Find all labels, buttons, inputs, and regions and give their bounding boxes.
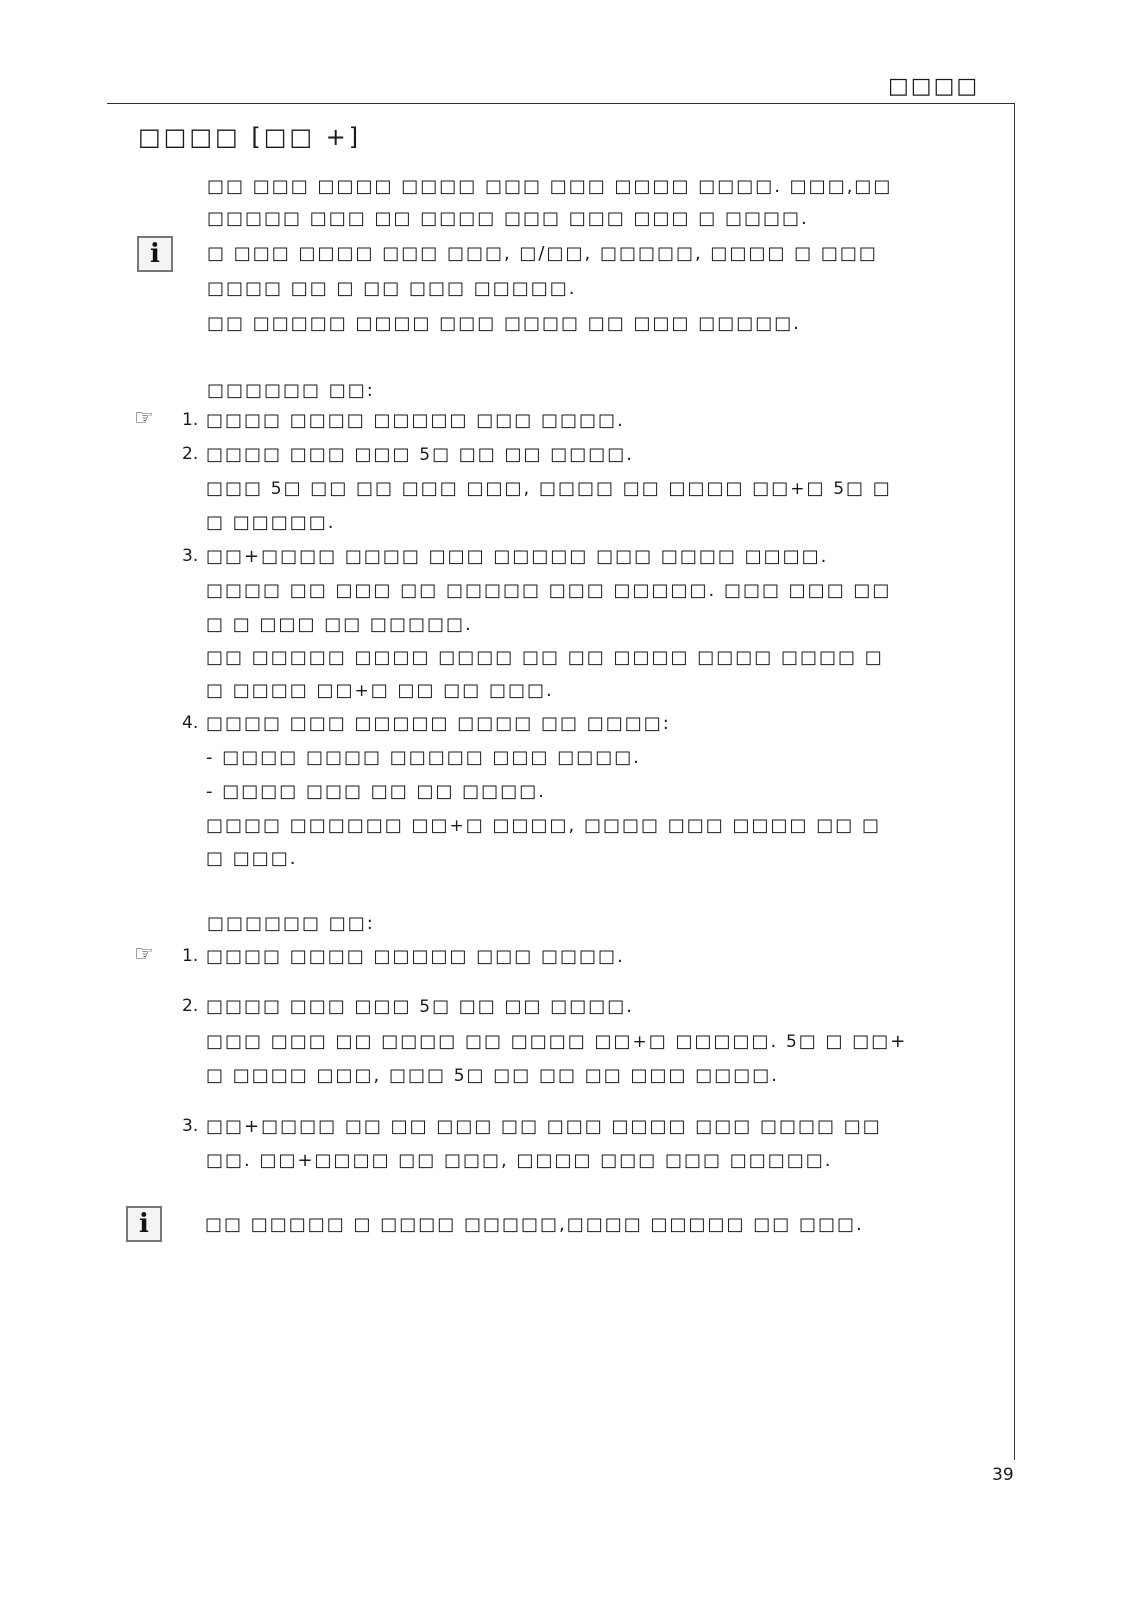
info-line-2: □□□□□ □□□ □□ □□□□ □□□ □□□ □□□ □ □□□□. — [207, 208, 809, 229]
section1-step2-number: 2. — [182, 444, 199, 464]
section2-heading: □□□□□□ □□: — [207, 913, 375, 934]
s1-step2-n: 5 — [419, 445, 433, 465]
section1-step4-bullet1: - □□□□ □□□□ □□□□□ □□□ □□□□. — [206, 747, 641, 768]
s1-step4-l4plus: + — [449, 816, 466, 836]
info-line-4: □□□□ □□ □ □□ □□□ □□□□□. — [207, 278, 577, 299]
info-line-3: □ □□□ □□□□ □□□ □□□, □/□□, □□□□□, □□□□ □ □□□ — [207, 243, 878, 264]
s2-step2-l2b: □ □□□□□. — [648, 1031, 786, 1052]
info-line-5: □□ □□□□□ □□□□ □□□ □□□□ □□ □□□ □□□□□. — [207, 313, 801, 334]
s2-step2-l3a: □ □□□□ □□□, □□□ — [206, 1065, 454, 1086]
section2-step2-line3 — [206, 1065, 779, 1087]
s1-step2-l2b: □ □□ □□ □□□ □□□, □□□□ □□ □□□□ □□ — [283, 478, 791, 499]
s2-step2-l2n: 5 — [785, 1032, 799, 1052]
info-icon-2: i — [126, 1206, 162, 1242]
header-rule — [107, 103, 1015, 104]
header-section-label: □□□□ — [888, 74, 980, 99]
s1-step2-l2plus: + — [790, 479, 807, 499]
pointing-hand-icon: ☞ — [134, 406, 154, 431]
section2-step3-number: 3. — [182, 1116, 199, 1136]
section1-step4-line5: □ □□□. — [206, 848, 298, 869]
info-line-1: □□ □□□ □□□□ □□□□ □□□ □□□ □□□□ □□□□. □□□,□□ — [207, 176, 893, 197]
section1-step4-text: □□□□ □□□ □□□□□ □□□□ □□ □□□□: — [206, 713, 671, 734]
section2-step2-number: 2. — [182, 996, 199, 1016]
section2-step2-text — [206, 996, 634, 1018]
section1-step3-number: 3. — [182, 546, 199, 566]
section1-step3-line2: □□□□ □□ □□□ □□ □□□□□ □□□ □□□□□. □□□ □□□ □□ — [206, 580, 892, 601]
s2-step2-pre: □□□□ □□□ □□□ — [206, 996, 420, 1017]
section2-step3-line2: □□. □□+□□□□ □□ □□□, □□□□ □□□ □□□ □□□□□. — [206, 1150, 833, 1171]
section1-step1-text: □□□□ □□□□ □□□□□ □□□ □□□□. — [206, 410, 625, 431]
info-icon: i — [137, 236, 173, 272]
section2-step3-text: □□+□□□□ □□ □□ □□□ □□ □□□ □□□□ □□□ □□□□ □□ — [206, 1116, 882, 1137]
section1-step3-line5 — [206, 680, 554, 702]
section1-step1-number: 1. — [182, 410, 199, 430]
s2-step2-l3n: 5 — [453, 1066, 467, 1086]
section1-step4-number: 4. — [182, 713, 199, 733]
section1-step2-line3: □ □□□□□. — [206, 512, 336, 533]
s1-step2-pre: □□□□ □□□ □□□ — [206, 444, 420, 465]
s2-step2-l2c: □ □ □□+ — [798, 1031, 908, 1052]
section2-step1-number: 1. — [182, 946, 199, 966]
s1-step2-l2c: □ — [806, 478, 834, 499]
s2-step2-post: □ □□ □□ □□□□. — [432, 996, 635, 1017]
s1-step3-l5a: □ □□□□ □□ — [206, 680, 355, 701]
note-text: □□ □□□□□ □ □□□□ □□□□□,□□□□ □□□□□ □□ □□□. — [205, 1214, 864, 1235]
s1-step2-post: □ □□ □□ □□□□. — [432, 444, 635, 465]
section1-step4-line4 — [206, 815, 881, 837]
s1-step3-l5plus: + — [354, 681, 371, 701]
page-title: □□□□ [□□ +] — [138, 123, 362, 151]
s2-step2-l2a: □□□ □□□ □□ □□□□ □□ □□□□ □□ — [206, 1031, 633, 1052]
section1-step3-line3: □ □ □□□ □□ □□□□□. — [206, 614, 473, 635]
s2-step2-l3b: □ □□ □□ □□ □□□ □□□□. — [466, 1065, 779, 1086]
section1-step3-text: □□+□□□□ □□□□ □□□ □□□□□ □□□ □□□□ □□□□. — [206, 546, 829, 567]
section1-step2-text — [206, 444, 634, 466]
section1-step4-bullet2: - □□□□ □□□ □□ □□ □□□□. — [206, 781, 546, 802]
pointing-hand-icon-2: ☞ — [134, 942, 154, 967]
s1-step4-l4b: □ □□□□, □□□□ □□□ □□□□ □□ □ — [465, 815, 881, 836]
s1-step2-l2n: 5 — [270, 479, 284, 499]
s1-step2-l2d: □ □ — [846, 478, 892, 499]
s1-step3-l5b: □ □□ □□ □□□. — [370, 680, 554, 701]
s1-step2-l2a: □□□ — [206, 478, 271, 499]
section1-heading: □□□□□□ □□: — [207, 380, 375, 401]
section1-step2-line2 — [206, 478, 892, 500]
s2-step2-n: 5 — [419, 997, 433, 1017]
page-number: 39 — [992, 1465, 1014, 1485]
section2-step2-line2 — [206, 1031, 907, 1053]
s1-step2-l2n2: 5 — [833, 479, 847, 499]
s1-step4-l4a: □□□□ □□□□□□ □□ — [206, 815, 450, 836]
s2-step2-l2plus: + — [632, 1032, 649, 1052]
section2-step1-text: □□□□ □□□□ □□□□□ □□□ □□□□. — [206, 946, 625, 967]
side-rule — [1014, 103, 1015, 1460]
section1-step3-line4: □□ □□□□□ □□□□ □□□□ □□ □□ □□□□ □□□□ □□□□ □ — [206, 647, 884, 668]
